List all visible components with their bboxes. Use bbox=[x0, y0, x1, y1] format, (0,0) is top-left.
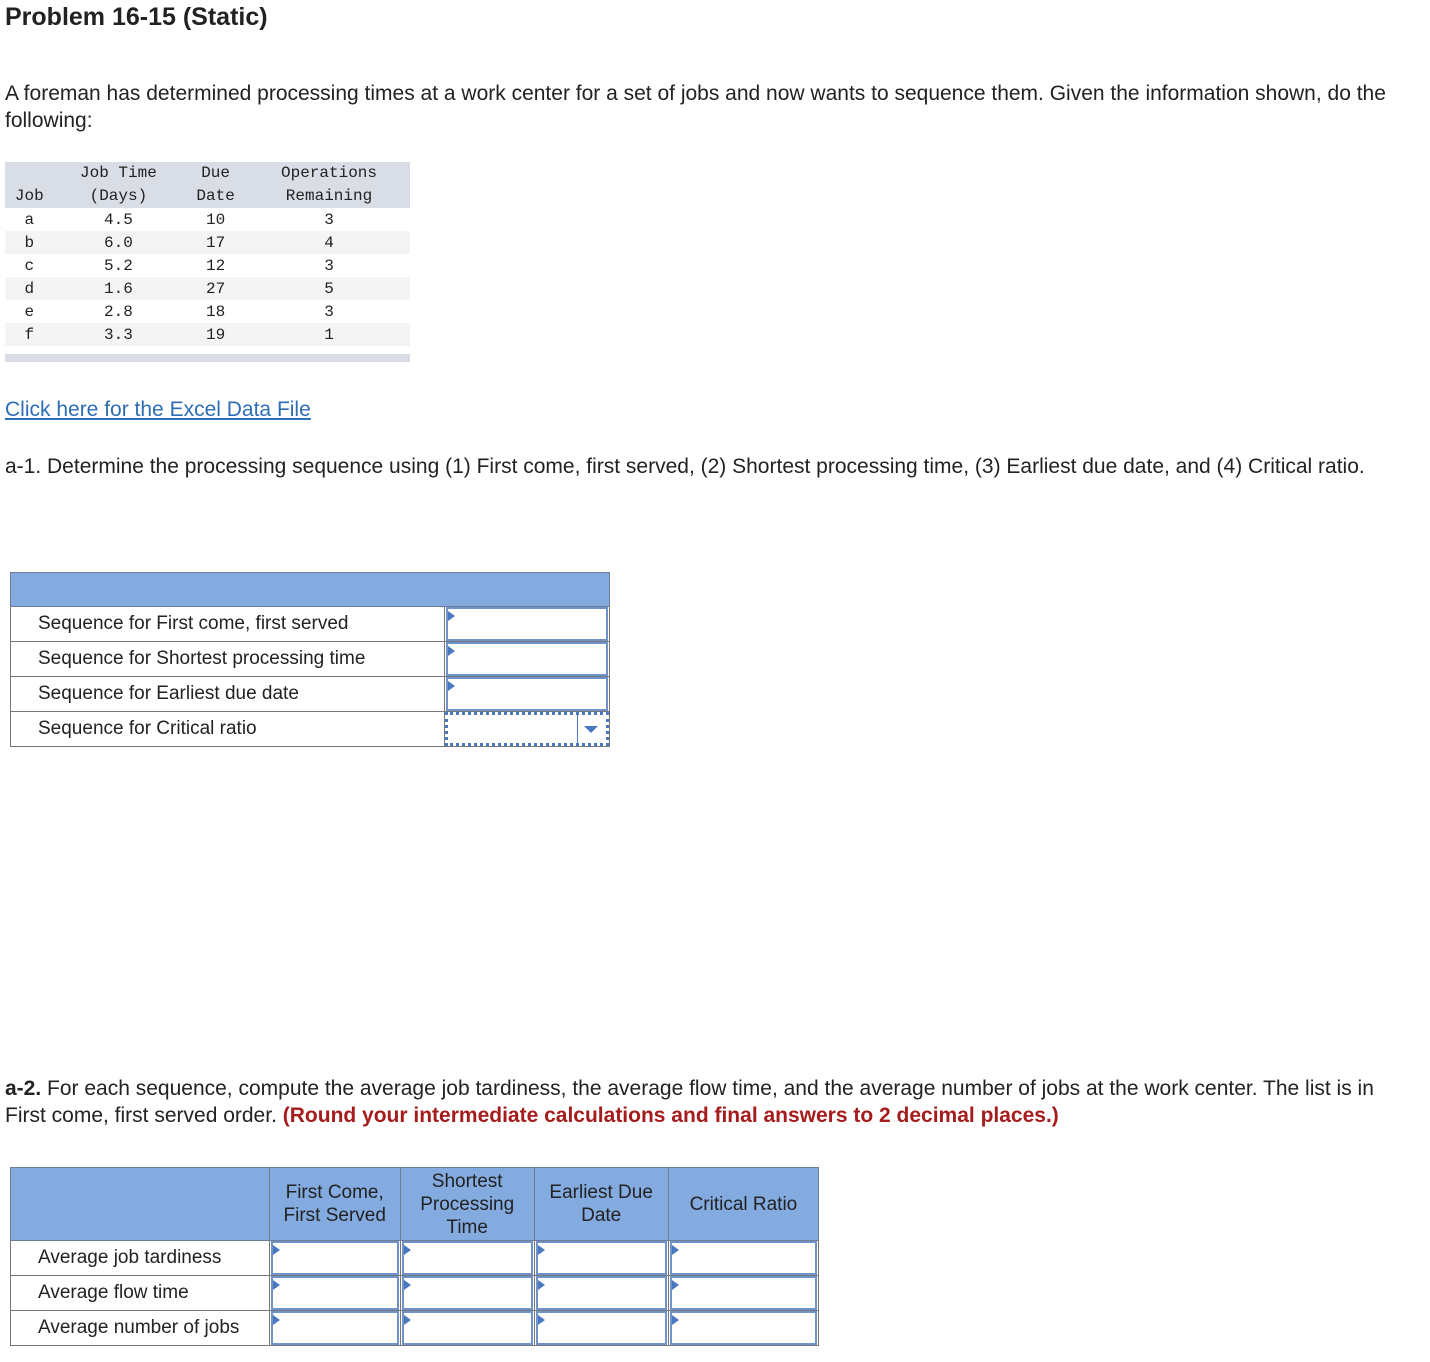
cell-time: 1.6 bbox=[54, 277, 184, 300]
table-footer-bar bbox=[5, 354, 410, 362]
dropdown-divider bbox=[577, 715, 578, 743]
answer-input[interactable] bbox=[271, 1311, 399, 1345]
table-row bbox=[11, 712, 610, 747]
averages-table bbox=[10, 1167, 819, 1346]
cell-time: 2.8 bbox=[104, 302, 133, 321]
table-row bbox=[5, 231, 410, 254]
cell-due: 18 bbox=[206, 302, 226, 321]
cell-due: 19 bbox=[183, 323, 248, 346]
cell-time: 6.0 bbox=[54, 231, 184, 254]
cell-time: 5.2 bbox=[104, 256, 133, 275]
column-header: Shortest Processing Time bbox=[400, 1168, 534, 1241]
answer-input[interactable] bbox=[271, 1276, 399, 1310]
row-label: Sequence for Critical ratio bbox=[11, 712, 445, 747]
cell-job: a bbox=[24, 210, 35, 229]
cell-due: 27 bbox=[183, 277, 248, 300]
question-a2 bbox=[5, 1075, 1420, 1129]
page-title: Problem 16-15 (Static) bbox=[5, 3, 268, 31]
answer-input[interactable] bbox=[402, 1276, 533, 1310]
rounding-note: (Round your intermediate calculations and final answers to 2 decimal places.) bbox=[282, 1104, 1059, 1127]
excel-data-link[interactable]: Click here for the Excel Data File bbox=[5, 398, 311, 421]
answer-input[interactable] bbox=[670, 1276, 817, 1310]
table-row bbox=[5, 254, 410, 277]
question-a1: a-1. Determine the processing sequence using (1) First come, first served, (2) Shortest processing time, (3) Earliest due date, and (4) Critical ratio. bbox=[5, 455, 1365, 478]
cell-job: c bbox=[24, 256, 35, 275]
table-row bbox=[11, 1276, 819, 1311]
table-row bbox=[5, 323, 410, 346]
column-header: First Come, First Served bbox=[269, 1168, 400, 1241]
header-due: Due bbox=[183, 162, 248, 185]
header-job-time: Job Time bbox=[54, 162, 184, 185]
cell-time: 4.5 bbox=[104, 210, 133, 229]
cell-job: b bbox=[5, 231, 54, 254]
table-row bbox=[11, 607, 610, 642]
cell-job: e bbox=[24, 302, 35, 321]
critical-ratio-dropdown[interactable] bbox=[445, 712, 609, 746]
sequence-input[interactable] bbox=[446, 642, 608, 676]
table-row bbox=[5, 208, 410, 231]
table-row bbox=[5, 300, 410, 323]
answer-input[interactable] bbox=[402, 1241, 533, 1275]
header-operations: Operations bbox=[248, 162, 410, 185]
cell-ops: 5 bbox=[248, 277, 410, 300]
intro-text: A foreman has determined processing times at a work center for a set of jobs and now wants to sequence them. Given the information shown, do the following: bbox=[5, 82, 1386, 132]
table-row bbox=[11, 642, 610, 677]
cell-ops: 1 bbox=[248, 323, 410, 346]
answer-input[interactable] bbox=[536, 1276, 667, 1310]
row-label: Sequence for First come, first served bbox=[11, 607, 445, 642]
table-row bbox=[11, 1311, 819, 1346]
table-row bbox=[5, 277, 410, 300]
cell-job: d bbox=[5, 277, 54, 300]
cell-ops: 3 bbox=[324, 256, 334, 275]
row-label: Sequence for Earliest due date bbox=[11, 677, 445, 712]
answer-input[interactable] bbox=[402, 1311, 533, 1345]
sequence-table bbox=[10, 572, 610, 747]
sequence-input[interactable] bbox=[446, 607, 608, 641]
job-data-table bbox=[5, 162, 410, 346]
answer-input[interactable] bbox=[536, 1241, 667, 1275]
header-date: Date bbox=[183, 185, 248, 208]
row-label: Average flow time bbox=[11, 1276, 270, 1311]
table-row bbox=[11, 1241, 819, 1276]
column-header: Earliest Due Date bbox=[534, 1168, 668, 1241]
answer-input[interactable] bbox=[271, 1241, 399, 1275]
row-label: Sequence for Shortest processing time bbox=[11, 642, 445, 677]
cell-ops: 3 bbox=[324, 302, 334, 321]
cell-due: 17 bbox=[183, 231, 248, 254]
table-row bbox=[11, 677, 610, 712]
answer-input[interactable] bbox=[670, 1311, 817, 1345]
answer-input[interactable] bbox=[536, 1311, 667, 1345]
chevron-down-icon[interactable] bbox=[584, 726, 598, 733]
cell-ops: 4 bbox=[248, 231, 410, 254]
cell-ops: 3 bbox=[324, 210, 334, 229]
sequence-input[interactable] bbox=[446, 677, 608, 711]
cell-due: 10 bbox=[206, 210, 226, 229]
cell-time: 3.3 bbox=[54, 323, 184, 346]
answer-input[interactable] bbox=[670, 1241, 817, 1275]
column-header: Critical Ratio bbox=[668, 1168, 818, 1241]
header-remaining: Remaining bbox=[248, 185, 410, 208]
a2-label: a-2. bbox=[5, 1077, 42, 1100]
a2-text: For each sequence, compute the average job tardiness, the average flow time, and the average number of jobs at the work center. The list is in First come, first served order. bbox=[5, 1077, 1374, 1127]
header-job: Job bbox=[5, 185, 54, 208]
row-label: Average job tardiness bbox=[11, 1241, 270, 1276]
row-label: Average number of jobs bbox=[11, 1311, 270, 1346]
header-days: (Days) bbox=[54, 185, 184, 208]
cell-job: f bbox=[5, 323, 54, 346]
cell-due: 12 bbox=[206, 256, 226, 275]
